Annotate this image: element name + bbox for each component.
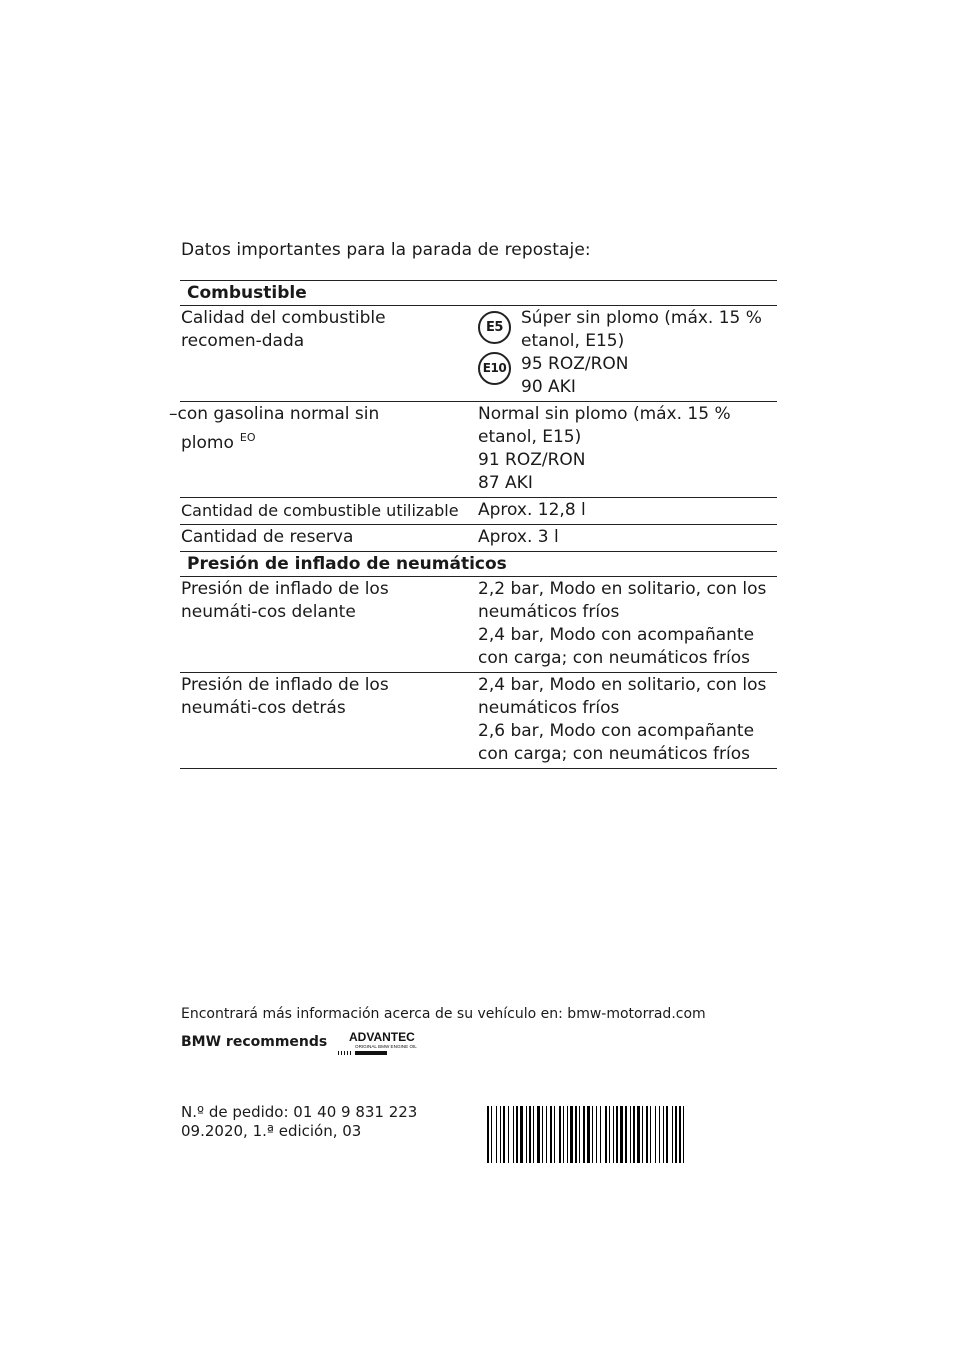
front-tire-pressure-row: [180, 577, 777, 673]
fuel-quality-line: etanol, E15): [521, 331, 625, 351]
reserve-fuel-label: Cantidad de reserva: [181, 527, 354, 547]
bmw-recommends-label: BMW recommends: [181, 1034, 328, 1050]
front-tire-pressure-label: Presión de inflado de los neumáti-cos delante: [181, 579, 389, 622]
regular-fuel-line: etanol, E15): [478, 427, 582, 447]
e10-badge-icon: E10: [478, 352, 511, 385]
order-number: N.º de pedido: 01 40 9 831 223: [181, 1103, 418, 1121]
recommends-block: [181, 1030, 437, 1056]
fuel-quality-line: 90 AKI: [521, 377, 576, 397]
regular-fuel-label: –con gasolina normal sin plomo: [169, 404, 380, 453]
front-tire-pressure-value: 2,2 bar, Modo en solitario, con los neumáticos fríos: [478, 579, 767, 622]
rear-tire-pressure-label: Presión de inflado de los neumáti-cos detrás: [181, 675, 389, 718]
usable-fuel-row: [180, 498, 777, 525]
rear-tire-pressure-value: 2,6 bar, Modo con acompañante con carga; con neumáticos fríos: [478, 721, 755, 764]
advantec-logo-icon: [337, 1030, 437, 1056]
rear-tire-pressure-value: 2,4 bar, Modo en solitario, con los neumáticos fríos: [478, 675, 767, 718]
advantec-logo-text: ADVANTEC: [349, 1030, 416, 1044]
reserve-fuel-row: [180, 525, 777, 552]
barcode-icon: [486, 1106, 776, 1163]
regular-fuel-row: [169, 402, 777, 498]
edition-info: 09.2020, 1.ª edición, 03: [181, 1122, 362, 1140]
fuel-section-header: Combustible: [180, 281, 777, 306]
e5-badge-icon: E5: [478, 311, 511, 344]
fuel-quality-line: Súper sin plomo (máx. 15 %: [521, 308, 762, 328]
reserve-fuel-value: Aprox. 3 l: [478, 527, 559, 547]
refuel-data-table: [169, 280, 777, 769]
regular-fuel-line: 91 ROZ/RON: [478, 450, 586, 470]
advantec-logo-subtext: ORIGINAL BMW ENGINE OIL: [355, 1044, 418, 1049]
more-info-text: Encontrará más información acerca de su vehículo en: bmw-motorrad.com: [181, 1006, 706, 1022]
order-info: [181, 1103, 417, 1141]
intro-text: Datos importantes para la parada de repostaje:: [181, 240, 591, 260]
regular-fuel-line: 87 AKI: [478, 473, 533, 493]
tire-pressure-section-header: Presión de inflado de neumáticos: [180, 552, 777, 577]
regular-fuel-line: Normal sin plomo (máx. 15 %: [478, 404, 731, 424]
fuel-quality-line: 95 ROZ/RON: [521, 354, 629, 374]
rear-tire-pressure-row: [180, 673, 777, 769]
regular-fuel-superscript: EO: [239, 431, 256, 444]
front-tire-pressure-value: 2,4 bar, Modo con acompañante con carga; con neumáticos fríos: [478, 625, 755, 668]
fuel-quality-label: Calidad del combustible recomen-dada: [181, 308, 386, 351]
usable-fuel-label: Cantidad de combustible utilizable: [181, 501, 459, 520]
fuel-quality-row: [180, 306, 777, 402]
usable-fuel-value: Aprox. 12,8 l: [478, 500, 586, 520]
